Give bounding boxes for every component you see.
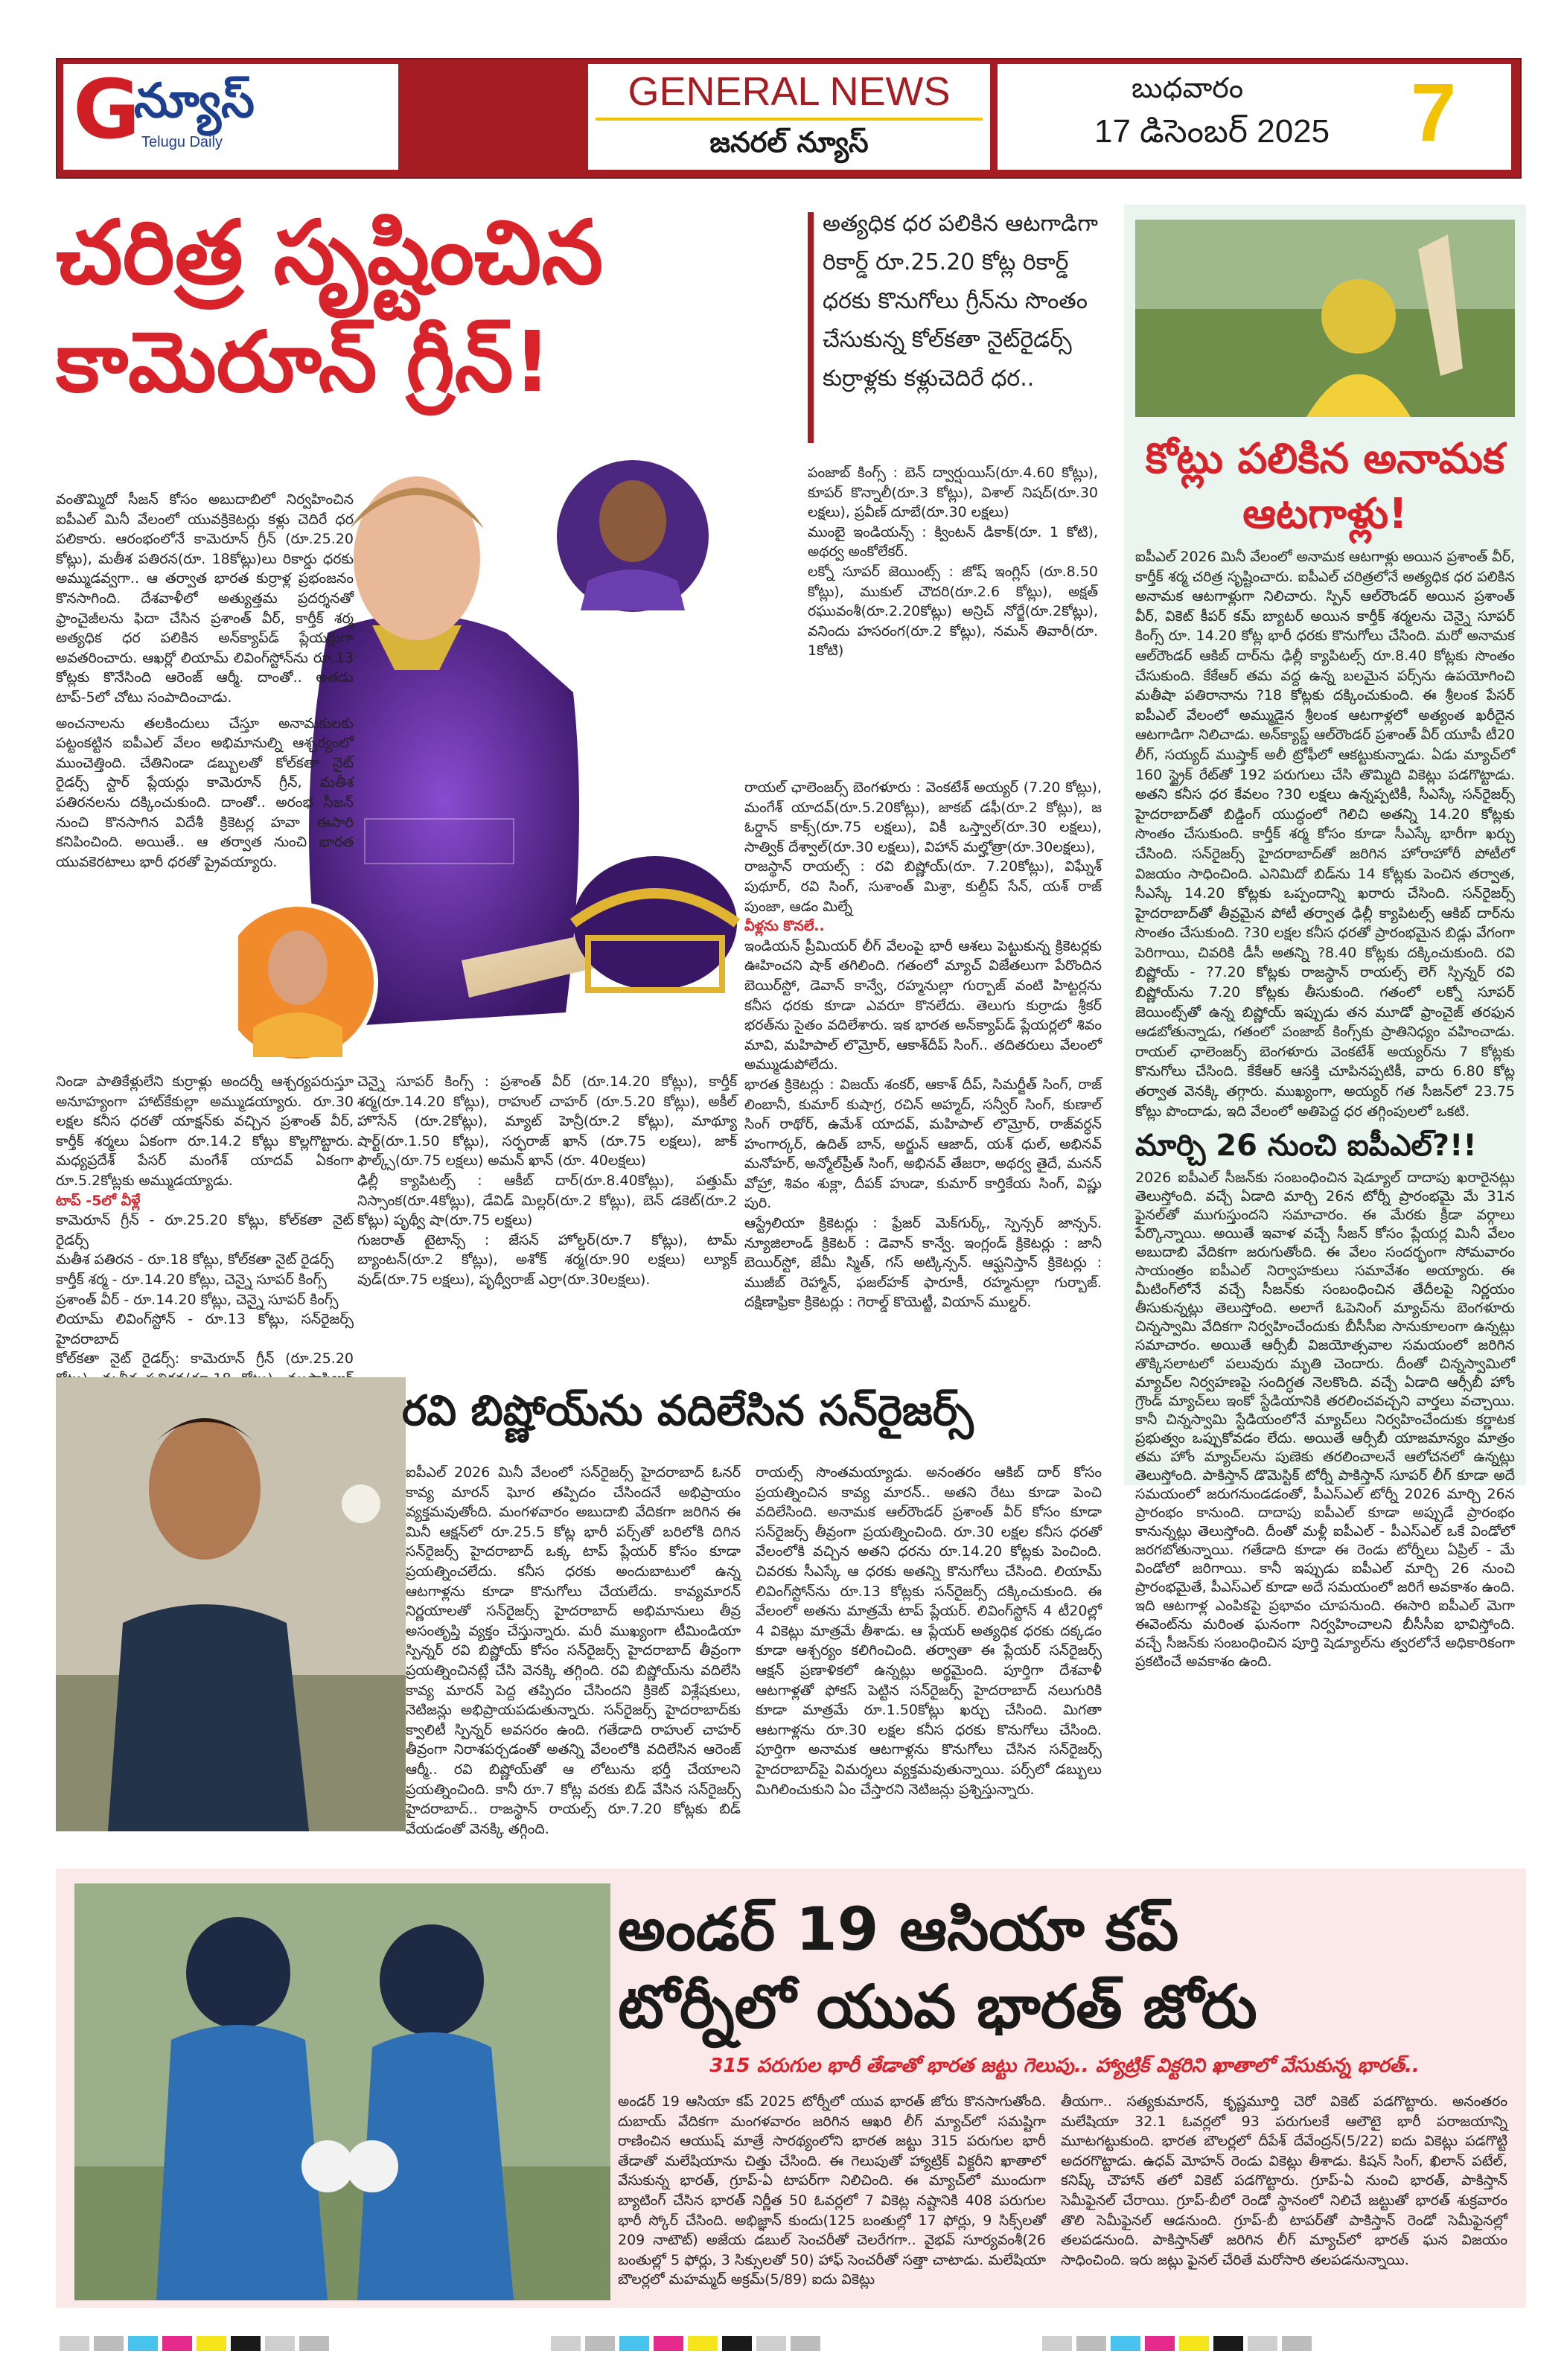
story1-col1	[56, 490, 354, 872]
team-list: ఢిల్లీ క్యాపిటల్స్ : ఆకీబ్ దార్(రూ.8.40కోట్లు), పత్తుమ్ నిస్సాంక(రూ.4కోట్లు), డేవిడ్ మిల్లర్(రూ.2 కోట్లు), బెన్ డకెట్(రూ.2 కోట్లు) పృథ్వీ షా(రూ.75 లక్షలు)	[357, 1172, 737, 1229]
registration-swatch	[1179, 2336, 1209, 2351]
registration-swatch	[265, 2336, 295, 2351]
team-list: చెన్నై సూపర్ కింగ్స్ : ప్రశాంత్ వీర్ (రూ.14.20 కోట్లు), కార్తీక్ శర్మ(రూ.14.20 కోట్లు), రాహుల్ చాహర్ (రూ.5.20 కోట్లు), అకీల్ హొసేన్ (రూ.2కోట్లు), మ్యాట్ హెన్రీ(రూ.2 కోట్లు), మాథ్యూ షార్ట్(రూ.1.50 కోట్లు), సర్ఫరాజ్ ఖాన్ (రూ.75 లక్షలు), జాక్ ఫౌల్క్స్(రూ.75 లక్షలు) అమన్ ఖాన్ (రూ. 40లక్షలు)	[357, 1073, 737, 1170]
story1-headline-line2: కామెరూన్ గ్రీన్!	[56, 314, 552, 411]
top5-item: మతీశ పతిరన - రూ.18 కోట్లు, కోల్‌కతా నైట్ రైడర్స్	[56, 1251, 334, 1269]
sidebar-batsman-photo	[1135, 220, 1515, 417]
registration-swatch	[1145, 2336, 1175, 2351]
sidebar-title: కోట్లు పలికిన అనామక ఆటగాళ్లు!	[1145, 435, 1505, 538]
brand-tagline: Telugu Daily	[141, 134, 223, 150]
registration-swatch	[128, 2336, 158, 2351]
registration-swatch	[619, 2336, 649, 2351]
section-divider	[596, 118, 983, 121]
registration-swatch	[162, 2336, 192, 2351]
story1-col2-bottom	[357, 1072, 737, 1290]
story3-col2: తీయగా.. సత్యకుమారన్, కృష్ణమూర్తి చెరో వికెట్ పడగొట్టారు. అనంతరం మలేషియా 32.1 ఓవర్లలో 93 పరుగులకే ఆలౌటై భారీ పరాజయాన్ని మూటగట్టుకుంది. భారత బౌలర్లలో దీపేశ్ దేవేంద్రన్(5/22) ఐదు వికెట్లు పడగొట్టి అదరగొట్టాడు. ఉధవ్ మోహన్ రెండు వికెట్లు తీశాడు. కిషన్ సింగ్, ఖిలాన్ పటేల్, కనిష్క్ చౌహాన్ తలో వికెట్ పడగొట్టారు. గ్రూప్-ఏ నుంచి భారత్, పాకిస్తాన్ సెమీఫైనల్ చేరాయి. గ్రూప్-బీలో రెండో స్థానంలో నిలిచే జట్టుతో భారత్ శుక్రవారం తొలి సెమీఫైనల్ ఆడనుంది. గ్రూప్-బీ టాపర్‌తో పాకిస్తాన్ రెండో సెమీఫైనల్లో తలపడనుంది. పాకిస్తాన్‌తో జరిగిన లీగ్ మ్యాచ్‌లో భారత్ ఘన విజయం సాధించింది. ఇరు జట్లు ఫైనల్ చేరితే మరోసారి తలపడనున్నాయి.	[1061, 2093, 1507, 2268]
section-title-te: జనరల్ న్యూస్	[709, 126, 869, 159]
registration-swatch	[551, 2336, 581, 2351]
story1-deck-bar	[808, 212, 814, 443]
team-list: రాయల్ ఛాలెంజర్స్ బెంగళూరు : వెంకటేశ్ అయ్యర్ (7.20 కోట్లు), మంగేశ్ యాదవ్(రూ.5.20కోట్లు), జాకబ్ డఫీ(రూ.2 కోట్లు), జ ఓర్డాన్ కాక్స్(రూ.75 లక్షలు), వికీ ఒస్త్వాల్(రూ.30 లక్షలు), సాత్విక్ దేశ్వాల్(రూ.30 లక్షలు), విహాన్ మల్హోత్రా(రూ.30లక్షలు),	[744, 779, 1102, 855]
story1-col3-top	[808, 463, 1098, 661]
unsold-label: వీళ్లను కొనలే..	[744, 918, 825, 935]
issue-date: 17 డిసెంబర్ 2025	[1094, 113, 1330, 150]
unsold-list: ఆస్ట్రేలియా క్రికెటర్లు : ఫ్రేజర్ మెక్‌గుర్క్, స్పెన్సర్ జాన్సన్. న్యూజిలాండ్ క్రికెటర్ : డెవాన్ కాన్వే. ఇంగ్లండ్ క్రికెటర్లు : జానీ బెయిర్‌స్టో, జేమీ స్మిత్, గస్ అట్కిన్సన్. ఆఫ్ఘనిస్తాన్ క్రికెటర్లు : ముజీబ్ రెహ్మాన్, ఫజల్‌హక్ ఫారూకీ, రహ్మనుల్లా గుర్బాజ్. దక్షిణాఫ్రికా క్రికెటర్లు : గెరాల్డ్ కొయెట్జీ, వియాన్ ముల్డర్.	[744, 1215, 1102, 1311]
story1-col3	[744, 778, 1102, 1312]
bishnoi-photo	[56, 1377, 406, 1831]
story2-col2: రాయల్స్ సొంతమయ్యాడు. అనంతరం ఆకిబ్ దార్ కోసం ప్రయత్నించిన కావ్య మారన్.. అతని రేటు కూడా పెంచి వదిలేసింది. అనామక ఆల్‌రౌండర్ ప్రశాంత్ వీర్ కోసం కూడా సన్‌రైజర్స్ తీవ్రంగా ప్రయత్నించింది. రూ.30 లక్షల కనీస ధరతో వేలంలోకి వచ్చిన అతని ధరను రూ.14.20 కోట్లకు పెంచింది. చివరకు సీఎస్కే ఆ ధరకు అతన్ని కొనుగోలు చేసింది. లియామ్ లివింగ్‌స్టోన్‌ను రూ.13 కోట్లకు సన్‌రైజర్స్ దక్కించుకుంది. ఈ వేలంలో అతను మాత్రమే టాప్ ప్లేయర్. లివింగ్‌స్టోన్ 4 టీ20ల్లో 4 వికెట్లు మాత్రమే తీశాడు. ఆ ప్లేయర్ అత్యధిక ధరకు దక్కడం కూడా ఆశ్చర్యం కలిగించింది. తర్వాతా ఈ ప్లేయర్ సన్‌రైజర్స్ ఆక్షన్ ప్రణాళికలో ఉన్నట్లు అర్థమైంది. పూర్తిగా దేశవాళీ ఆటగాళ్లతో ఫోకస్ పెట్టిన సన్‌రైజర్స్ హైదరాబాద్ నలుగురికి కూడా మాత్రమే రూ.1.50కోట్లు ఖర్చు చేసింది. మిగతా ఆటగాళ్లను రూ.30 లక్షల కనీస ధరకు కొనుగోలు చేసింది. పూర్తిగా అనామక ఆటగాళ్లను కొనుగోలు చేసిన సన్‌రైజర్స్ హైదరాబాద్‌పై విమర్శలు వ్యక్తమవుతున్నాయి. పర్స్‌లో డబ్బులు మిగిలించుకుని ఏం చేస్తారని నెటిజన్లు ప్రశ్నిస్తున్నారు.	[756, 1464, 1102, 1798]
story3-col1: అండర్ 19 ఆసియా కప్ 2025 టోర్నీలో యువ భారత్ జోరు కొనసాగుతోంది. దుబాయ్ వేదికగా మంగళవారం జరిగిన ఆఖరి లీగ్ మ్యాచ్‌లో సమష్టిగా రాణించిన ఆయుష్ మాత్రే సారథ్యంలోని భారత జట్టు 315 పరుగుల భారీ తేడాతో మలేషియాను చిత్తు చేసింది. ఈ గెలుపుతో హ్యాట్రిక్ విక్టరీని ఖాతాలో వేసుకున్న భారత్, గ్రూప్-ఏ టాపర్‌గా నిలిచింది. ఈ మ్యాచ్‌లో ముందుగా బ్యాటింగ్ చేసిన భారత్ నిర్ణీత 50 ఓవర్లలో 7 వికెట్ల నష్టానికి 408 పరుగుల భారీ స్కోర్ చేసింది. అభిజ్ఞాన్ కుందు(125 బంతుల్లో 17 ఫోర్లు, 9 సిక్స్‌లతో 209 నాటౌట్) అజేయ డబుల్ సెంచరీతో చెలరేగగా.. వైభవ్ సూర్యవంశీ(26 బంతుల్లో 5 ఫోర్లు, 3 సిక్సులతో 50) హాఫ్ సెంచరీతో సత్తా చాటాడు. మలేషియా బౌలర్లలో మహమ్మద్ అక్రమ్(5/89) ఐదు వికెట్లు	[618, 2093, 1046, 2288]
team-list: పంజాబ్ కింగ్స్ : బెన్ ద్వార్షుయిస్(రూ.4.60 కోట్లు), కూపర్ కొన్నాలీ(రూ.3 కోట్లు), విశాల్ నిషద్(రూ.30 లక్షలు), ప్రవీణ్ దూబే(రూ.30 లక్షలు)	[808, 465, 1098, 521]
sidebar-body: ఐపీఎల్ 2026 మినీ వేలంలో అనామక ఆటగాళ్లు అయిన ప్రశాంత్ వీర్, కార్తీక్ శర్మ చరిత్ర సృష్టించారు. ఐపీఎల్ చరిత్రలోనే అత్యధిక ధర పలికిన అనామక ఆటగాళ్లుగా నిలిచారు. స్పిన్ ఆల్‌రౌండర్ అయిన ప్రశాంత్ వీర్, వికెట్ కీపర్ కమ్ బ్యాటర్ అయిన కార్తీక్ శర్మలను చెన్నై సూపర్ కింగ్స్ రూ. 14.20 కోట్ల భారీ ధరకు కొనుగోలు చేసింది. మరో అనామక ఆల్‌రౌండర్ ఆకిబ్ దార్‌ను ఢిల్లీ క్యాపిటల్స్ రూ.8.40 కోట్లకు సొంతం చేసుకుంది. కేకేఆర్ తమ వద్ద ఉన్న బలమైన పర్స్‌ను ఉపయోగించి మతీషా పతిరానాను ?18 కోట్లకు దక్కించుకుంది. ఈ శ్రీలంక పేసర్ ఐపీఎల్ వేలంలో అమ్ముడైన శ్రీలంక ఆటగాళ్లలో అత్యంత ఖరీదైన ఆటగాడిగా నిలిచాడు. అన్‌క్యాప్డ్ ఆల్‌రౌండర్ ప్రశాంత్ వీర్ యూపీ టీ20 లీగ్, సయ్యద్ ముష్తాక్ అలీ ట్రోఫీలో ఆకట్టుకున్నాడు. ఏడు మ్యాచ్‌లో 160 స్ట్రైక్ రేట్‌తో 192 పరుగులు చేసి తొమ్మిది వికెట్లు పడగొట్టాడు. అతని కనీస ధర కేవలం ?30 లక్షలు ఉన్నప్పటికీ, సీఎస్కే సన్‌రైజర్స్ హైదరాబాద్‌తో బిడ్డింగ్ యుద్ధంలో గెలిచి అతన్ని 14.20 కోట్లకు సొంతం చేసుకుంది. కార్తీక్ శర్మ కోసం కూడా సీఎస్కే భారీగా ఖర్చు చేసింది. సన్‌రైజర్స్ హైదరాబాద్‌తో జరిగిన హోరాహోరీ పోటీలో విజయం సాధించింది. ఎనిమిదో బిడ్‌ను 14 కోట్లకు పెంచిన తర్వాత, సీఎస్కే 14.20 కోట్లకు ఒప్పందాన్ని ఖరారు చేసింది. సన్‌రైజర్స్ హైదరాబాద్‌తో తీవ్రమైన పోటీ తర్వాత ఢిల్లీ క్యాపిటల్స్ ఆకిబ్ దార్‌ను సొంతం చేసుకుంది. ?30 లక్షల కనీస ధరతో ప్రారంభమైన బిడ్లు వేగంగా పెరిగాయి, చివరికి డీసీ అతన్ని ?8.40 కోట్లకు దక్కించుకుంది. రవి బిష్ణోయ్ - ?7.20 కోట్లకు రాజస్థాన్ రాయల్స్ లెగ్ స్పిన్నర్ రవి బిష్ణోయ్‌ను 7.20 కోట్లకు తీసుకుంది. గతంలో లక్నో సూపర్ జెయింట్స్‌తో ఉన్న బిష్ణోయ్ ఇప్పుడు తన మూడో ఫ్రాంచైజ్ తరఫున ఆడబోతున్నాడు, గతంలో పంజాబ్ కింగ్స్‌కు ప్రాతినిధ్యం వహించాడు. రాయల్ ఛాలెంజర్స్ బెంగళూరు వెంకటేశ్ అయ్యర్‌ను 7 కోట్లకు కొనుగోలు చేసింది. కేకేఆర్ ఆసక్తి చూపినప్పటికీ, వారు 6.80 కోట్ల తర్వాత వెనక్కి తగ్గారు. ముఖ్యంగా, అయ్యర్ గత సీజన్‌లో 23.75 కోట్లు పొందాడు, ఇది వేలంలో అతిపెద్ద ధర తగ్గింపులలో ఒకటి.	[1135, 549, 1515, 1120]
story1-para2: అంచనాలను తలకిందులు చేస్తూ అనామకులకు పట్టంకట్టిన ఐపీఎల్ వేలం అభిమానుల్ని ఆశ్చర్యంలో ముంచెత్తింది. చేతినిండా డబ్బులతో కోల్‌కతా నైట్ రైడర్స్ స్టార్ ప్లేయర్లు కామెరూన్ గ్రీన్, మతీశ పతిరనలను దక్కించుకుంది. దాంతో.. అరంభ సీజన్ నుంచి కొనసాగిన విదేశీ క్రికెటర్ల హవా ఈసారి కనిపించింది. అయితే.. ఆ తర్వాత నుంచి భారత యువకెరటాలు భారీ ధరతో ప్రైవయ్యారు.	[56, 715, 354, 870]
registration-swatch	[1213, 2336, 1243, 2351]
helmet	[573, 856, 737, 990]
registration-swatch	[1282, 2336, 1312, 2351]
registration-swatch	[756, 2336, 786, 2351]
registration-swatch	[1248, 2336, 1277, 2351]
story1-deck: అత్యధిక ధర పలికిన ఆటగాడిగా రికార్డ్ రూ.25.20 కోట్ల రికార్డ్ ధరకు కొనుగోలు గ్రీన్‌ను సొంతం చేసుకున్న కోల్‌కతా నైట్‌రైడర్స్ కుర్రాళ్లకు కళ్లుచెదిరే ధర..	[823, 211, 1098, 392]
registration-swatch	[585, 2336, 615, 2351]
registration-swatch	[1042, 2336, 1072, 2351]
brand-logo-letter: G	[73, 62, 141, 157]
registration-swatch	[94, 2336, 124, 2351]
team-list: గుజరాత్ టైటాన్స్ : జేసన్ హోల్డర్(రూ.7 కోట్లు), టామ్ బ్యాంటన్(రూ.2 కోట్లు), అశోక్ శర్మ(రూ.90 లక్షలు) ల్యూక్ వుడ్(రూ.75 లక్షలు), పృథ్వీరాజ్ ఎర్రా(రూ.30లక్షలు).	[357, 1231, 737, 1288]
story3-subheadline: 315 పరుగుల భారీ తేడాతో భారత జట్టు గెలుపు.. హ్యాట్రిక్ విక్టరిని ఖాతాలో వేసుకున్న భారత్..	[709, 2055, 1420, 2077]
top5-item: ప్రశాంత్ వీర్ - రూ.14.20 కోట్లు, చెన్నై సూపర్ కింగ్స్	[56, 1291, 339, 1308]
registration-swatch	[299, 2336, 329, 2351]
top5-item: కామెరూన్ గ్రీన్ - రూ.25.20 కోట్లు, కోల్‌కతా నైట్ రైడర్స్	[56, 1212, 354, 1248]
u19-players-photo	[74, 1883, 610, 2300]
story1-headline-line1: చరిత్ర సృష్టించిన	[56, 201, 604, 304]
story1-para1: వంతొమ్మిదో సీజన్ కోసం అబుదాబిలో నిర్వహించిన ఐపీఎల్ మినీ వేలంలో యువక్రికెటర్లు కళ్లు చెదిరే ధర పలికారు. ఆరంభంలోనే కామెరూన్ గ్రీన్ (రూ.25.20 కోట్లు), మతీశ పతిరన(రూ. 18కోట్లు)లు రికార్డు ధరకు అమ్ముడవ్వగా.. ఆ తర్వాత భారత కుర్రాళ్ల ప్రభంజనం కొనసాగింది. దేశవాళీలో అత్యుత్తమ ప్రదర్శనతో ఫ్రాంచైజీలను ఫిదా చేసిన ప్రశాంత్ వీర్, కార్తీక్ శర్మ అత్యధిక ధర పలికిన అన్‌క్యాప్‌డ్ ప్లేయర్లుగా అవతరించారు. ఆఖర్లో లియామ్ లివింగ్‌స్టోన్‌ను రూ.13 కోట్లకు కొనేసింది ఆరెంజ్ ఆర్మీ. దాంతో.. అతడు టాప్-5లో చోటు సంపాదించాడు.	[56, 491, 354, 706]
registration-swatch	[1111, 2336, 1140, 2351]
team-list: కోల్‌కతా నైట్ రైడర్స్: కామెరూన్ గ్రీన్ (రూ.25.20	[56, 1350, 354, 1368]
registration-swatch	[722, 2336, 752, 2351]
section-title-en: GENERAL NEWS	[628, 69, 951, 114]
registration-swatch	[1076, 2336, 1106, 2351]
story3-headline-line1: అండర్ 19 ఆసియా కప్	[618, 1895, 1179, 1964]
registration-swatch	[654, 2336, 683, 2351]
story3-headline-line2: టోర్నీలో యువ భారత్ జోరు	[618, 1972, 1257, 2041]
top5-item: కార్తీక్ శర్మ - రూ.14.20 కోట్లు, చెన్నై సూపర్ కింగ్స్	[56, 1271, 327, 1288]
top5-item: లియామ్ లివింగ్‌స్టోన్ - రూ.13 కోట్లు, సన్‌రైజర్స్ హైదరాబాద్	[56, 1311, 354, 1347]
sidebar-body2: 2026 ఐపీఎల్ సీజన్‌కు సంబంధించిన షెడ్యూల్ దాదాపు ఖరారైనట్లు తెలుస్తోంది. వచ్చే ఏడాది మార్చి 26న టోర్నీ ప్రారంభమై మే 31న ఫైనల్‌తో ముగుస్తుందని సమాచారం. ఈ మేరకు క్రీడా వర్గాలు పేర్కొన్నాయి. అయితే ఇవాళ వచ్చే సీజన్ కోసం ప్లేయర్ల మినీ వేలం అబుదాబి వేదికగా జరుగుతోంది. ఈ వేలం సందర్భంగా సోమవారం సాయంత్రం ఐపీఎల్ నిర్వాహకులు సమావేశం అయ్యారు. ఈ మీటింగ్‌లోనే వచ్చే సీజన్‌కు సంబంధించిన తేదీలపై నిర్ణయం తీసుకున్నట్లు తెలుస్తోంది. అలాగే ఓపెనింగ్ మ్యాచ్‌ను బెంగళూరు చిన్నస్వామి వేదికగా నిర్వహించేందుకు బీసీసీఐ సానుకూలంగా ఉన్నట్లు సమాచారం. అయితే ఆర్సీబీ విజయోత్సవాల సమయంలో జరిగిన తొక్కిసలాటలో పలువురు మృతి చెందారు. దీంతో చిన్నస్వామిలో మ్యాచ్‌ల నిర్వహణపై సందిగ్ధత నెలకొంది. వచ్చే ఏడాది ఆర్సీబీ హోం గ్రౌండ్ మ్యాచ్‌లు ఇంకో స్టేడియానికి తరలించవచ్చని వార్తలు వచ్చాయి. కానీ చిన్నస్వామి స్టేడియంలోనే మ్యాచ్‌లు నిర్వహించేందుకు కర్ణాటక ప్రభుత్వం ఒప్పుకోవడం లేదు. అయితే ఆర్సీబీ యాజమాన్యం మాత్రం తమ హోం మ్యాచ్‌లను పుణెకు తరలించాలనే ఆలోచనలో ఉన్నట్లు తెలుస్తోంది. పాకిస్తాన్ డొమెస్టిక్ టోర్నీ పాకిస్తాన్ సూపర్ లీగ్ కూడా అదే సమయంలో జరుగనుండడంతో, పీఎస్ఎల్ టోర్నీ 2026 మార్చి 26న ప్రారంభం కానుంది. దాదాపు ఐపీఎల్ కూడా అప్పుడే ప్రారంభం కానున్నట్లు తెలుస్తోంది. దీంతో మళ్లీ ఐపీఎల్ - పీఎస్ఎల్ ఒకే విండోలో జరగబోతున్నాయి. గతేడాది కూడా ఈ రెండు టోర్నీలు ఏప్రిల్ - మే విండోలో జరిగాయి. కానీ ఇప్పుడు ఐపీఎల్ మార్చి 26 నుంచి ప్రారంభమైతే, పీఎస్ఎల్ కూడా అదే సమయంలో జరిగే అవకాశం ఉంది. ఇది ఆటగాళ్ల ఎంపికపై ప్రభావం చూపనుంది. ఈసారి ఐపీఎల్ మెగా ఈవెంట్‌ను మరింత ఘనంగా నిర్వహించాలని బీసీసీఐ భావిస్తోంది. వచ్చే సీజన్‌కు సంబంధించిన పూర్తి షెడ్యూల్‌ను త్వరలోనే అధికారికంగా ప్రకటించే అవకాశం ఉంది.	[1135, 1170, 1515, 1670]
brand-logo-name: న్యూస్	[134, 74, 255, 129]
team-list: ముంబై ఇండియన్స్ : క్వింటన్ డికాక్(రూ. 1 కోటి), అథర్వ అంకోలేకర్.	[808, 523, 1098, 561]
story1-headline	[56, 197, 800, 418]
unsold-para: ఇండియన్ ప్రీమియర్ లీగ్ వేలంపై భారీ ఆశలు పెట్టుకున్న క్రికెటర్లకు ఊహించని షాక్ తగిలింది. గతంలో మ్యాచ్ విజేతలుగా పేరొందిన బెయిర్‌స్టో, డెవాన్ కాన్వే, రహ్మనుల్లా గుర్బాజ్ వంటి హిట్టర్లను కనీస ధరకు కూడా ఎవరూ కొనలేదు. తెలుగు కుర్రాడు శ్రీకర్ భరత్‌ను సైతం వదిలేశారు. ఇక భారత అన్‌క్యాప్‌డ్ ప్లేయర్లలో శివం మావి, మహిపాల్ లొమ్రోర్, ఆకాశ్‌దీప్ సింగ్.. తదితరులు వేలంలో అమ్ముడుపోలేదు.	[744, 937, 1102, 1073]
story2-col1: ఐపీఎల్ 2026 మినీ వేలంలో సన్‌రైజర్స్ హైదరాబాద్ ఓనర్ కావ్య మారన్ ఘోర తప్పిదం చేసిందనే అభిప్రాయం వ్యక్తమవుతోంది. మంగళవారం అబుదాబి వేదికగా జరిగిన ఈ మినీ ఆక్షన్‌లో రూ.25.5 కోట్ల భారీ పర్స్‌తో బరిలోకి దిగిన సన్‌రైజర్స్ హైదరాబాద్ ఒక్క టాప్ ప్లేయర్ కోసం కూడా ప్రయత్నించలేదు. కనీస ధరకు అందుబాటులో ఉన్న ఆటగాళ్లను కూడా కొనుగోలు చేయలేదు. కావ్యమారన్ నిర్ణయాలతో సన్‌రైజర్స్ హైదరాబాద్ అభిమానులు తీవ్ర అసంతృప్తి వ్యక్తం చేస్తున్నారు. మరీ ముఖ్యంగా టీమిండియా స్పిన్నర్ రవి బిష్ణోయ్ కోసం సన్‌రైజర్స్ హైదరాబాద్ తీవ్రంగా ప్రయత్నించినట్లే చేసి వెనక్కి తగ్గింది. రవి బిష్ణోయ్‌ను వదిలేసి కావ్య మారన్ పెద్ద తప్పిదం చేసిందని క్రికెట్ విశ్లేషకులు, నెటిజన్లు అభిప్రాయపడుతున్నారు. సన్‌రైజర్స్ హైదరాబాద్‌కు క్వాలిటీ స్పిన్నర్ అవసరం ఉంది. గతేడాది రాహుల్ చాహర్ తీవ్రంగా నిరాశపర్చడంతో అతన్ని వేలంలోకి వదిలేసిన ఆరెంజ్ ఆర్మీ.. రవి బిష్ణోయ్‌తో ఆ లోటును భర్తీ చేయాలని ప్రయత్నించింది. కానీ రూ.7 కోట్ల వరకు బిడ్ వేసిన సన్‌రైజర్స్ హైదరాబాద్.. రాజస్థాన్ రాయల్స్ రూ.7.20 కోట్లకు బిడ్ వేయడంతో వెనక్కి తగ్గింది.	[406, 1464, 741, 1837]
player-head	[354, 476, 480, 640]
story1-para3: నిండా పాతికేళ్లులేని కుర్రాళ్లు అందర్నీ ఆశ్చర్యపరుస్తూ అనూహ్యంగా హాట్‌కేకుల్లా అమ్ముడయ్యారు. రూ.30 లక్షల కనీస ధరతో యాక్షన్‌కు వచ్చిన ప్రశాంత్ వీర్, కార్తీక్ శర్మలు ఏకంగా రూ.14.2 కోట్లు కొల్లగొట్టారు. మధ్యప్రదేశ్ పేసర్ మంగేశ్ యాదవ్ ఏకంగా రూ.5.2కోట్లకు అమ్ముడయ్యాడు.	[56, 1073, 354, 1189]
issue-day: బుధవారం	[1132, 71, 1244, 104]
registration-swatch	[688, 2336, 718, 2351]
page-number: 7	[1411, 67, 1457, 159]
registration-swatch	[791, 2336, 820, 2351]
team-list: లక్నో సూపర్ జెయింట్స్ : జోష్ ఇంగ్లిస్ (రూ.8.50 కోట్లు), ముకుల్ చౌదరి(రూ.2.6 కోట్లు), అక్షత్ రఘువంశీ(రూ.2.20కోట్లు) అన్రిచ్ నోర్జే(రూ.2కోట్లు), వనిందు హసరంగ(రూ.2 కోట్లు), నమన్ తివారీ(రూ. 1కోటి)	[808, 563, 1098, 660]
team-list: రాజస్థాన్ రాయల్స్ : రవి బిష్ణోయ్(రూ. 7.20కోట్లు), విఘ్నేశ్ పుథూర్, రవి సింగ్, సుశాంత్ మిశ్రా, కుల్దీప్ సేన్, యశ్ రాజ్ పుంజా, ఆడం మిల్నే	[744, 858, 1102, 915]
story3-headline	[618, 1891, 1511, 2046]
sidebar-subheading: మార్చి 26 నుంచి ఐపీఎల్?!!	[1135, 1129, 1477, 1163]
registration-swatch	[231, 2336, 261, 2351]
registration-swatch	[197, 2336, 226, 2351]
story2-headline: రవి బిష్ణోయ్‌ను వదిలేసిన సన్‌రైజర్స్	[402, 1387, 974, 1435]
unsold-list: భారత క్రికెటర్లు : విజయ్ శంకర్, ఆకాశ్ దీప్, సిమర్జీత్ సింగ్, రాజ్ లింబానీ, కుమార్ కుషాగ్ర, రచిన్ అహ్మద్, సన్వీర్ సింగ్, కుణాల్ సింగ్ రాథోర్, ఉమేశ్ యాదవ్, మహిపాల్ లొమ్రోర్, రాజ్‌వర్ధన్ హంగార్కర్, ఉదిత్ బాన్, అర్జున్ ఆజాద్, యశ్ ధుల్, అభినవ్ మనోహర్, అన్మోల్‌ప్రీత్ సింగ్, అభినవ్ తేజరా, అథర్వ తైదే, మనన్ వోహ్రా, శివం శుక్లా, దీపక్ హుడా, కుమార్ కార్తికేయ సింగ్, విష్ణు పురి.	[744, 1076, 1102, 1212]
top5-label: టాప్ -5లో వీళ్లే	[56, 1192, 141, 1209]
registration-swatch	[60, 2336, 89, 2351]
